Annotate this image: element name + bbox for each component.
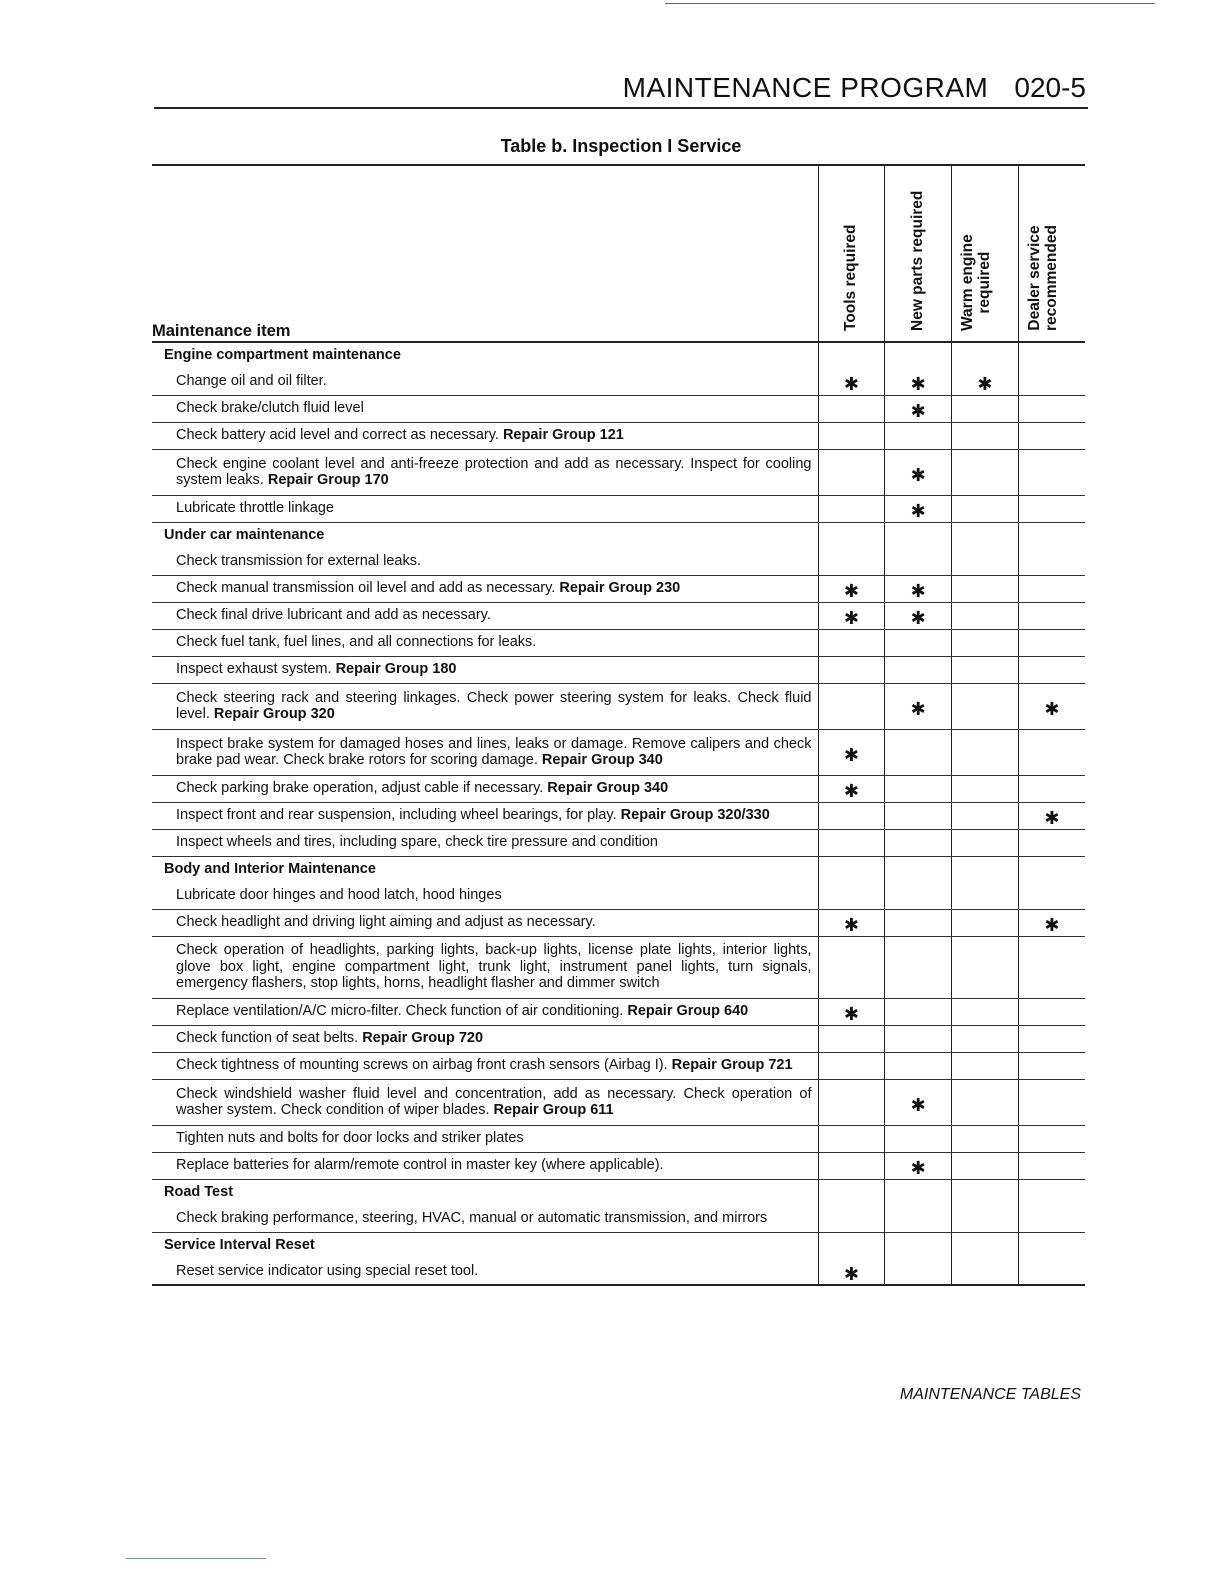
mark-cell (1018, 602, 1085, 629)
mark-cell (818, 882, 885, 909)
item-text: Check steering rack and steering linkages. Check power steering system for leaks. Check fluid level. (176, 689, 812, 722)
mark-cell (952, 575, 1019, 602)
table-row (152, 729, 1085, 775)
header-rule (154, 107, 1088, 109)
mark-cell (885, 1258, 952, 1285)
repair-group-ref: Repair Group 721 (671, 1057, 793, 1074)
mark-cell (885, 936, 952, 998)
table-row (152, 449, 1085, 495)
asterisk-icon: ✱ (910, 698, 926, 719)
footer-section-title: MAINTENANCE TABLES (899, 1386, 1081, 1403)
section-title (152, 1232, 818, 1258)
mark-cell (952, 909, 1019, 936)
maintenance-item (152, 1025, 818, 1052)
bottom-line (126, 1558, 266, 1559)
mark-cell (885, 802, 952, 829)
item-text: Inspect wheels and tires, including spare, check tire pressure and condition (176, 834, 658, 851)
column-header-line: New parts required (909, 190, 927, 331)
maintenance-item (152, 368, 818, 395)
maintenance-item (152, 882, 818, 909)
item-text: Check manual transmission oil level and add as necessary. (176, 580, 556, 597)
mark-cell (1018, 775, 1085, 802)
mark-cell (818, 829, 885, 856)
mark-cell (885, 522, 952, 548)
mark-cell (1018, 856, 1085, 882)
section-row (152, 342, 1085, 368)
item-text: Check brake/clutch fluid level (176, 400, 364, 417)
item-text: Lubricate door hinges and hood latch, hood hinges (176, 887, 502, 903)
item-text: Check function of seat belts. (176, 1030, 359, 1047)
asterisk-icon: ✱ (910, 401, 926, 422)
asterisk-icon: ✱ (843, 581, 859, 602)
mark-cell (818, 342, 885, 368)
mark-cell (1018, 1205, 1085, 1232)
mark-cell (952, 368, 1019, 395)
table-row (152, 1025, 1085, 1052)
item-text: Service Interval Reset (164, 1237, 315, 1253)
asterisk-icon: ✱ (910, 608, 926, 629)
item-text: Check final drive lubricant and add as necessary. (176, 607, 491, 624)
item-text: Check engine coolant level and anti-freeze protection and add as necessary. Inspect for cooling system leaks. (176, 455, 812, 488)
new-parts-required-header (885, 165, 952, 342)
item-text: Replace batteries for alarm/remote control in master key (where applicable). (176, 1157, 664, 1174)
mark-cell (818, 1125, 885, 1152)
mark-cell (952, 856, 1019, 882)
repair-group-ref: Repair Group 611 (493, 1102, 614, 1118)
table-row (152, 495, 1085, 522)
mark-cell (818, 936, 885, 998)
table-row (152, 368, 1085, 395)
mark-cell (1018, 729, 1085, 775)
mark-cell (885, 829, 952, 856)
item-text: Body and Interior Maintenance (164, 861, 376, 877)
table-body (152, 342, 1085, 1285)
mark-cell (1018, 422, 1085, 449)
mark-cell (885, 1025, 952, 1052)
mark-cell (885, 775, 952, 802)
maintenance-item (152, 1125, 818, 1152)
mark-cell (885, 602, 952, 629)
mark-cell (952, 802, 1019, 829)
page-number: 020-5 (1014, 72, 1086, 103)
mark-cell (818, 1152, 885, 1179)
section-row (152, 1179, 1085, 1205)
maintenance-item (152, 998, 818, 1025)
mark-cell (1018, 802, 1085, 829)
mark-cell (952, 1205, 1019, 1232)
table-row (152, 1079, 1085, 1125)
mark-cell (952, 548, 1019, 575)
repair-group-ref: Repair Group 340 (547, 780, 669, 797)
asterisk-icon: ✱ (843, 915, 859, 936)
mark-cell (952, 882, 1019, 909)
asterisk-icon: ✱ (843, 781, 859, 802)
mark-cell (885, 998, 952, 1025)
mark-cell (1018, 909, 1085, 936)
mark-cell (952, 829, 1019, 856)
mark-cell (885, 449, 952, 495)
table-row (152, 882, 1085, 909)
repair-group-ref: Repair Group 170 (267, 472, 389, 488)
maintenance-item (152, 395, 818, 422)
section-title (152, 856, 818, 882)
mark-cell (885, 683, 952, 729)
mark-cell (818, 683, 885, 729)
mark-cell (1018, 395, 1085, 422)
mark-cell (885, 1079, 952, 1125)
mark-cell (818, 802, 885, 829)
maintenance-item (152, 729, 818, 775)
mark-cell (952, 1052, 1019, 1079)
asterisk-icon: ✱ (1044, 698, 1060, 719)
mark-cell (818, 395, 885, 422)
asterisk-icon: ✱ (910, 1094, 926, 1115)
mark-cell (952, 522, 1019, 548)
mark-cell (1018, 368, 1085, 395)
mark-cell (952, 1258, 1019, 1285)
mark-cell (818, 575, 885, 602)
mark-cell (1018, 1125, 1085, 1152)
table-caption: Table b. Inspection I Service (500, 136, 742, 156)
mark-cell (1018, 1052, 1085, 1079)
mark-cell (952, 683, 1019, 729)
asterisk-icon: ✱ (1044, 915, 1060, 936)
mark-cell (952, 495, 1019, 522)
item-text: Check headlight and driving light aiming and adjust as necessary. (176, 914, 596, 931)
mark-cell (818, 1025, 885, 1052)
mark-cell (885, 1125, 952, 1152)
mark-cell (952, 629, 1019, 656)
maintenance-item (152, 656, 818, 683)
maintenance-item (152, 909, 818, 936)
mark-cell (818, 909, 885, 936)
item-text: Reset service indicator using special reset tool. (176, 1262, 479, 1279)
mark-cell (952, 1125, 1019, 1152)
mark-cell (1018, 449, 1085, 495)
repair-group-ref: Repair Group 230 (559, 580, 681, 597)
item-text: Engine compartment maintenance (164, 347, 401, 364)
item-text: Inspect brake system for damaged hoses and lines, leaks or damage. Remove calipers and check brake pad wear. Check brake rotors for scoring damage. (176, 735, 812, 768)
mark-cell (885, 1179, 952, 1205)
mark-cell (952, 1025, 1019, 1052)
asterisk-icon: ✱ (910, 464, 926, 485)
section-title (152, 522, 818, 548)
mark-cell (1018, 656, 1085, 683)
mark-cell (885, 575, 952, 602)
mark-cell (952, 342, 1019, 368)
asterisk-icon: ✱ (843, 1004, 859, 1025)
table-row (152, 998, 1085, 1025)
asterisk-icon: ✱ (843, 608, 859, 629)
mark-cell (1018, 629, 1085, 656)
table-row (152, 548, 1085, 575)
section-row (152, 1232, 1085, 1258)
table-row (152, 936, 1085, 998)
mark-cell (1018, 342, 1085, 368)
table-row (152, 1258, 1085, 1285)
item-text: Inspect exhaust system. (176, 661, 332, 678)
mark-cell (952, 936, 1019, 998)
mark-cell (1018, 998, 1085, 1025)
mark-cell (1018, 495, 1085, 522)
mark-cell (1018, 548, 1085, 575)
asterisk-icon: ✱ (843, 744, 859, 765)
item-text: Tighten nuts and bolts for door locks and striker plates (176, 1130, 524, 1147)
mark-cell (885, 1205, 952, 1232)
table-row (152, 1205, 1085, 1232)
table-row (152, 656, 1085, 683)
maintenance-item (152, 683, 818, 729)
mark-cell (885, 368, 952, 395)
mark-cell (818, 449, 885, 495)
top-rule (665, 3, 1155, 4)
mark-cell (818, 998, 885, 1025)
mark-cell (1018, 1152, 1085, 1179)
maintenance-item (152, 495, 818, 522)
mark-cell (1018, 575, 1085, 602)
mark-cell (1018, 1079, 1085, 1125)
mark-cell (818, 548, 885, 575)
mark-cell (1018, 522, 1085, 548)
mark-cell (885, 1152, 952, 1179)
mark-cell (818, 495, 885, 522)
mark-cell (1018, 1179, 1085, 1205)
maintenance-item (152, 449, 818, 495)
column-header-line: recommended (1042, 225, 1060, 331)
table-row (152, 1125, 1085, 1152)
repair-group-ref: Repair Group 320 (213, 706, 335, 722)
maintenance-item (152, 629, 818, 656)
mark-cell (818, 729, 885, 775)
table-row (152, 683, 1085, 729)
mark-cell (885, 395, 952, 422)
maintenance-item (152, 936, 818, 998)
asterisk-icon: ✱ (977, 374, 993, 394)
mark-cell (818, 1179, 885, 1205)
mark-cell (818, 1258, 885, 1285)
mark-cell (952, 729, 1019, 775)
item-text: Change oil and oil filter. (176, 373, 327, 389)
mark-cell (885, 856, 952, 882)
mark-cell (885, 342, 952, 368)
section-title (152, 1179, 818, 1205)
maintenance-item (152, 1152, 818, 1179)
mark-cell (818, 602, 885, 629)
asterisk-icon: ✱ (843, 374, 859, 394)
item-column-header: Maintenance item (152, 165, 818, 342)
item-text: Check fuel tank, fuel lines, and all connections for leaks. (176, 634, 537, 651)
maintenance-item (152, 802, 818, 829)
mark-cell (818, 656, 885, 683)
table-row (152, 909, 1085, 936)
mark-cell (885, 1052, 952, 1079)
mark-cell (1018, 829, 1085, 856)
table-row (152, 602, 1085, 629)
repair-group-ref: Repair Group 320/330 (620, 807, 770, 824)
asterisk-icon: ✱ (910, 1158, 926, 1179)
mark-cell (1018, 936, 1085, 998)
mark-cell (1018, 882, 1085, 909)
repair-group-ref: Repair Group 640 (627, 1003, 749, 1020)
item-text: Check battery acid level and correct as necessary. (176, 427, 499, 444)
mark-cell (818, 1232, 885, 1258)
page-title: MAINTENANCE PROGRAM (622, 72, 989, 103)
asterisk-icon: ✱ (910, 374, 926, 394)
mark-cell (885, 656, 952, 683)
maintenance-item (152, 775, 818, 802)
maintenance-table (152, 164, 1085, 1286)
mark-cell (818, 422, 885, 449)
maintenance-item (152, 829, 818, 856)
repair-group-ref: Repair Group 340 (541, 752, 663, 768)
item-text: Check operation of headlights, parking lights, back-up lights, license plate lights, interior lights, glove box light, engine compartment light, trunk light, instrument panel lights, turn signals, emergency flashers, stop lights, horns, headlight flasher and dimmer switch (176, 942, 812, 992)
mark-cell (818, 775, 885, 802)
table-row (152, 629, 1085, 656)
asterisk-icon: ✱ (1044, 808, 1060, 829)
mark-cell (885, 422, 952, 449)
mark-cell (885, 548, 952, 575)
mark-cell (952, 395, 1019, 422)
mark-cell (885, 1232, 952, 1258)
mark-cell (885, 909, 952, 936)
mark-cell (885, 882, 952, 909)
table-row (152, 1152, 1085, 1179)
item-text: Check braking performance, steering, HVAC, manual or automatic transmission, and mirrors (176, 1210, 768, 1226)
section-row (152, 522, 1085, 548)
item-text: Road Test (164, 1184, 234, 1200)
repair-group-ref: Repair Group 121 (502, 427, 624, 444)
item-text: Lubricate throttle linkage (176, 500, 334, 517)
repair-group-ref: Repair Group 180 (335, 661, 457, 678)
asterisk-icon: ✱ (843, 1263, 859, 1284)
table-row (152, 575, 1085, 602)
mark-cell (1018, 1025, 1085, 1052)
table-row (152, 1052, 1085, 1079)
mark-cell (952, 775, 1019, 802)
section-row (152, 856, 1085, 882)
item-text: Inspect front and rear suspension, including wheel bearings, for play. (176, 807, 617, 824)
maintenance-item (152, 1258, 818, 1285)
mark-cell (952, 1079, 1019, 1125)
maintenance-item (152, 422, 818, 449)
table-row (152, 829, 1085, 856)
column-header-line: Tools required (842, 224, 860, 331)
mark-cell (952, 1232, 1019, 1258)
item-text: Check windshield washer fluid level and concentration, add as necessary. Check operation of washer system. Check condition of wiper blades. (176, 1085, 812, 1118)
mark-cell (818, 1052, 885, 1079)
mark-cell (1018, 1258, 1085, 1285)
mark-cell (818, 1205, 885, 1232)
item-text: Check parking brake operation, adjust cable if necessary. (176, 780, 544, 797)
section-title (152, 342, 818, 368)
mark-cell (818, 1079, 885, 1125)
mark-cell (885, 629, 952, 656)
column-header-line: Warm engine (958, 234, 976, 331)
mark-cell (952, 656, 1019, 683)
mark-cell (1018, 683, 1085, 729)
mark-cell (818, 522, 885, 548)
mark-cell (952, 602, 1019, 629)
table-row (152, 422, 1085, 449)
maintenance-item (152, 602, 818, 629)
item-text: Under car maintenance (164, 527, 325, 543)
table-row (152, 775, 1085, 802)
dealer-service-recommended-header (1018, 165, 1085, 342)
column-header-line: required (975, 251, 993, 314)
item-text: Check tightness of mounting screws on airbag front crash sensors (Airbag I). (176, 1057, 668, 1074)
mark-cell (885, 729, 952, 775)
mark-cell (952, 1152, 1019, 1179)
repair-group-ref: Repair Group 720 (362, 1030, 484, 1047)
warm-engine-required-header (952, 165, 1019, 342)
maintenance-item (152, 1205, 818, 1232)
mark-cell (818, 856, 885, 882)
page-header (600, 72, 1086, 104)
mark-cell (818, 368, 885, 395)
maintenance-item (152, 575, 818, 602)
mark-cell (1018, 1232, 1085, 1258)
mark-cell (952, 422, 1019, 449)
asterisk-icon: ✱ (910, 501, 926, 522)
maintenance-item (152, 548, 818, 575)
item-text: Replace ventilation/A/C micro-filter. Check function of air conditioning. (176, 1003, 624, 1020)
mark-cell (952, 998, 1019, 1025)
maintenance-item (152, 1079, 818, 1125)
table-row (152, 802, 1085, 829)
mark-cell (952, 1179, 1019, 1205)
table-header-row (152, 165, 1085, 342)
asterisk-icon: ✱ (910, 581, 926, 602)
mark-cell (818, 629, 885, 656)
mark-cell (885, 495, 952, 522)
table-row (152, 395, 1085, 422)
item-text: Check transmission for external leaks. (176, 553, 421, 569)
maintenance-item (152, 1052, 818, 1079)
mark-cell (952, 449, 1019, 495)
tools-required-header (818, 165, 885, 342)
column-header-line: Dealer service (1025, 225, 1043, 331)
